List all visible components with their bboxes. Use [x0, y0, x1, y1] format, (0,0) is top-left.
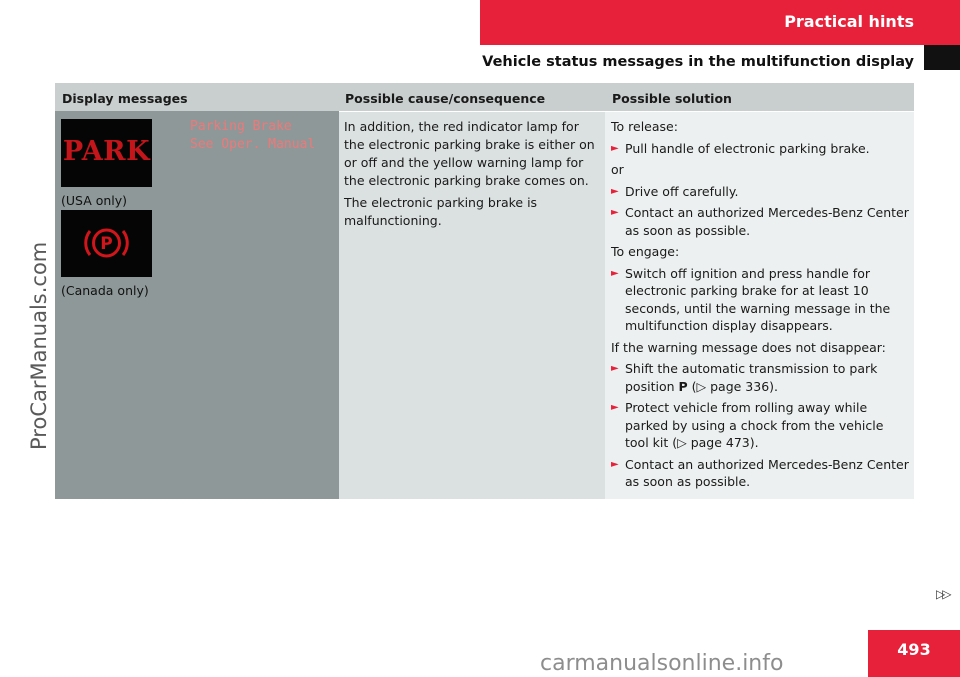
section-title: Practical hints	[784, 12, 914, 31]
or-text: or	[611, 162, 624, 177]
header-display-messages: Display messages	[62, 91, 188, 106]
step-arrow-icon: ►	[611, 458, 619, 470]
step-shift: ► Shift the automatic transmission to park position P (▷ page 336).	[611, 361, 878, 394]
header-possible-cause: Possible cause/consequence	[345, 91, 546, 106]
page-subtitle: Vehicle status messages in the multifunction display	[482, 54, 914, 70]
row-divider	[339, 111, 914, 112]
display-message-line1: Parking Brake	[190, 119, 292, 134]
step-contact-2: ► Contact an authorized Mercedes-Benz Center as soon as possible.	[611, 456, 909, 489]
step-engage: ► Switch off ignition and press handle for electronic parking brake for at least 10 seconds, until the warning message in the multifunction display disappears.	[611, 265, 891, 333]
table-header-row	[55, 83, 914, 111]
step-arrow-icon: ►	[611, 363, 619, 374]
step-arrow-icon: ►	[611, 142, 619, 154]
footer-watermark: carmanualsonline.info	[540, 651, 784, 676]
park-lamp-text: PARK	[62, 136, 151, 167]
step-arrow-icon: ►	[611, 267, 619, 279]
step-arrow-icon: ►	[611, 185, 619, 197]
step-contact-1: ► Contact an authorized Mercedes-Benz Center as soon as possible.	[611, 205, 909, 238]
park-indicator-lamp	[61, 119, 152, 187]
step-release: ► Pull handle of electronic parking brake.	[611, 140, 870, 156]
solution-text	[611, 118, 911, 495]
parking-brake-p-icon	[61, 210, 152, 277]
header-possible-solution: Possible solution	[612, 91, 732, 106]
step-arrow-icon: ►	[611, 207, 619, 218]
brake-note: (Canada only)	[61, 283, 149, 298]
if-title: If the warning message does not disappear:	[611, 339, 886, 355]
release-title: To release:	[611, 119, 678, 134]
step-drive: ► Drive off carefully.	[611, 183, 739, 199]
display-message-line2: See Oper. Manual	[190, 137, 316, 152]
continue-arrow-icon: ▷▷	[936, 587, 949, 601]
cause-paragraph-2: The electronic parking brake is malfunctioning.	[344, 195, 538, 228]
park-note: (USA only)	[61, 193, 128, 208]
side-watermark: ProCarManuals.com	[27, 241, 51, 450]
cause-text	[344, 118, 602, 234]
step-arrow-icon: ►	[611, 402, 619, 413]
page-number: 493	[868, 630, 960, 677]
step-protect: ► Protect vehicle from rolling away while parked by using a chock from the vehicle tool kit (▷ page 473).	[611, 400, 884, 450]
engage-title: To engage:	[611, 244, 680, 259]
header-black-tab	[924, 45, 960, 70]
cause-paragraph-1: In addition, the red indicator lamp for the electronic parking brake is either on or off and the yellow warning lamp for the electronic parking brake comes on.	[344, 119, 595, 188]
svg-text:P: P	[100, 234, 113, 254]
